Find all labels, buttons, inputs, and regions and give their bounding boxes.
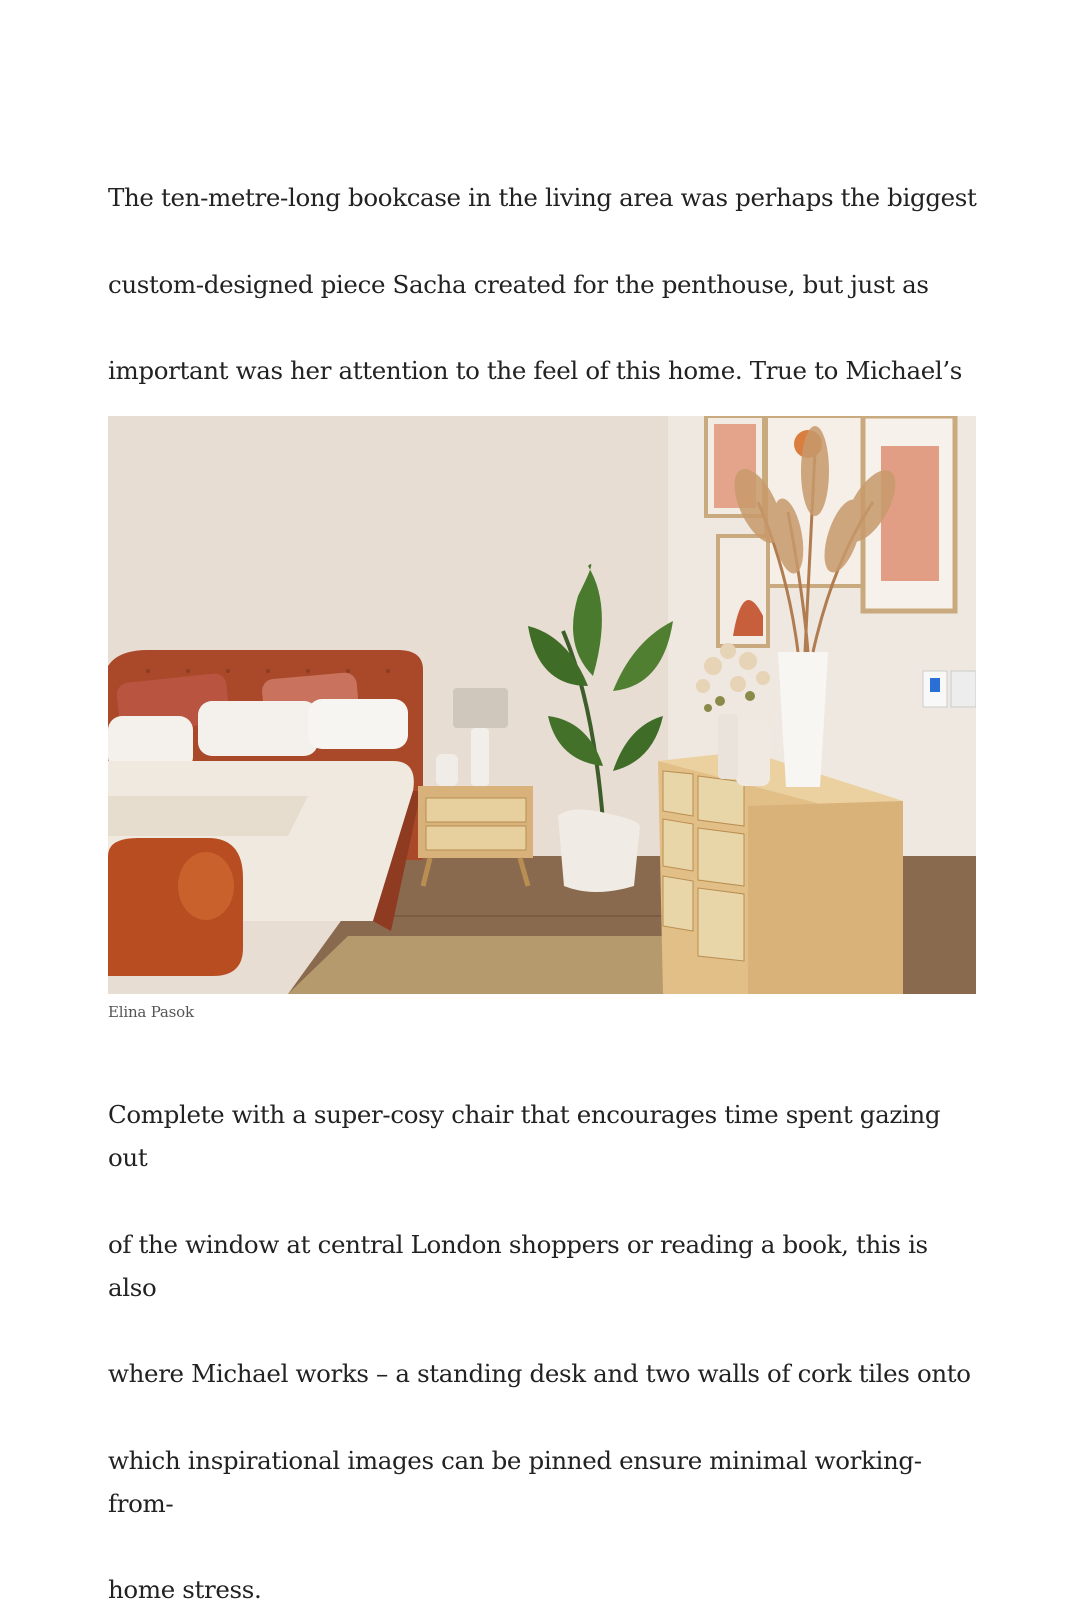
paragraph-line: where Michael works – a standing desk and two walls of cork tiles onto [108, 1359, 971, 1389]
article-paragraph-2-block [108, 1050, 978, 1612]
bedroom-photo [108, 416, 976, 994]
paragraph-line: which inspirational images can be pinned ensure minimal working-from- [108, 1445, 922, 1519]
paragraph-line: important was her attention to the feel of this home. True to Michael’s [108, 356, 962, 386]
photo-caption: Elina Pasok [108, 1003, 194, 1021]
article-figure [108, 416, 976, 1021]
paragraph-line: custom-designed piece Sacha created for the penthouse, but just as [108, 269, 929, 299]
paragraph-line: home stress. [108, 1575, 262, 1605]
article-paragraph-2 [108, 1050, 978, 1612]
paragraph-line: The ten-metre-long bookcase in the living area was perhaps the biggest [108, 183, 977, 213]
bedroom-illustration [108, 416, 976, 994]
paragraph-line: of the window at central London shoppers or reading a book, this is also [108, 1229, 928, 1303]
paragraph-line: Complete with a super-cosy chair that encourages time spent gazing out [108, 1100, 941, 1173]
